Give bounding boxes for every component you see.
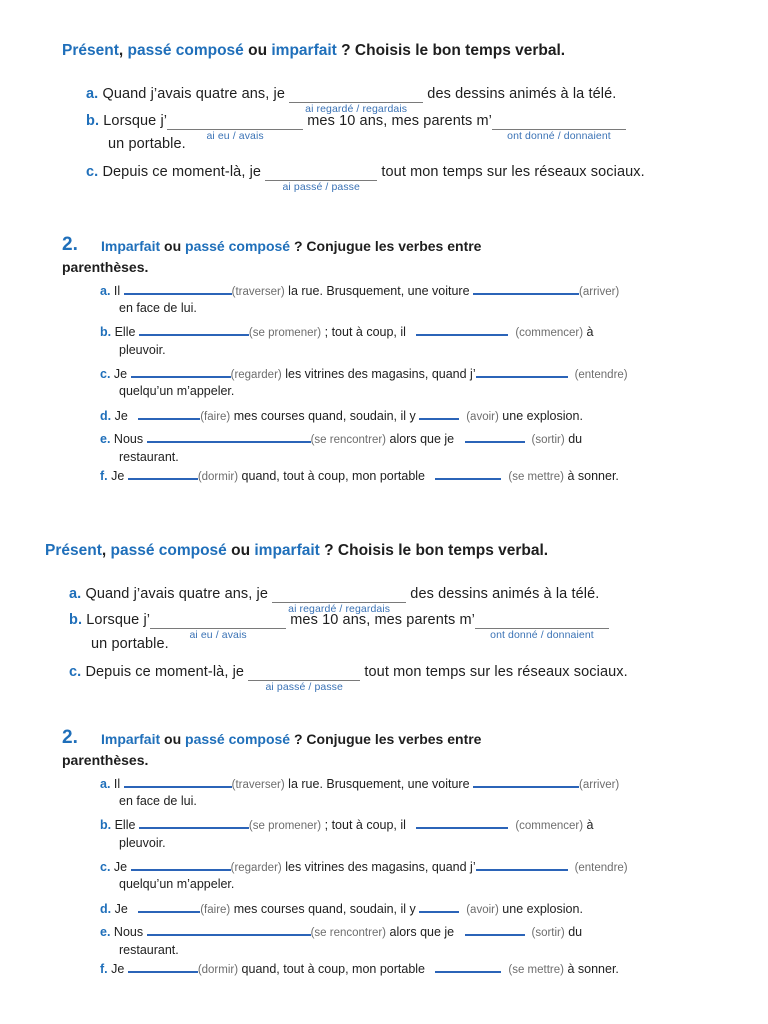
ex2-item-a-continuation: en face de lui. (119, 794, 197, 808)
ex2-item-b: b. Elle (se promener) ; tout à coup, il (commencer) à (100, 818, 594, 832)
exercise-2-title: Imparfait ou passé composé ? Conjugue les verbes entre (101, 238, 482, 254)
ex2-item-a: a. Il (traverser) la rue. Brusquement, une voiture (arriver) (100, 777, 620, 791)
ex2-item-c: c. Je (regarder) les vitrines des magasins, quand j’ (entendre) (100, 860, 628, 874)
answer-blank[interactable]: ai passé / passe (265, 164, 377, 181)
ex2-item-e-continuation: restaurant. (119, 450, 179, 464)
answer-blank[interactable]: ai regardé / regardais (289, 86, 423, 103)
answer-blank[interactable] (128, 477, 198, 480)
answer-blank[interactable] (139, 333, 249, 336)
answer-blank[interactable] (138, 417, 200, 420)
answer-blank[interactable]: ai eu / avais (167, 113, 303, 130)
ex1-item-b-continuation: un portable. (108, 136, 186, 152)
ex1-item-c: c. Depuis ce moment-là, je ai passé / passe tout mon temps sur les réseaux sociaux. (69, 664, 628, 693)
answer-blank[interactable] (473, 292, 579, 295)
answer-blank[interactable] (139, 826, 249, 829)
answer-blank[interactable] (476, 375, 568, 378)
ex2-item-d: d. Je (faire) mes courses quand, soudain, il y (avoir) une explosion. (100, 902, 583, 916)
answer-blank[interactable] (476, 868, 568, 871)
exercise-1-title: Présent, passé composé ou imparfait ? Choisis le bon temps verbal. (62, 42, 566, 59)
answer-blank[interactable] (416, 826, 508, 829)
ex1-item-b-continuation: un portable. (91, 636, 169, 652)
answer-blank[interactable]: ai passé / passe (248, 664, 360, 681)
answer-blank[interactable] (435, 970, 501, 973)
answer-blank[interactable] (128, 970, 198, 973)
ex2-item-f: f. Je (dormir) quand, tout à coup, mon portable (se mettre) à sonner. (100, 962, 619, 976)
answer-blank[interactable] (465, 933, 525, 936)
answer-blank[interactable] (138, 910, 200, 913)
ex2-item-c-continuation: quelqu’un m’appeler. (119, 877, 235, 891)
exercise-2-title: Imparfait ou passé composé ? Conjugue les verbes entre (101, 731, 482, 747)
ex2-item-a-continuation: en face de lui. (119, 301, 197, 315)
exercise-2-number: 2. (62, 234, 78, 255)
ex2-item-c-continuation: quelqu’un m’appeler. (119, 384, 235, 398)
exercise-2-title-line2: parenthèses. (62, 752, 149, 768)
ex2-item-e-continuation: restaurant. (119, 943, 179, 957)
ex2-item-b-continuation: pleuvoir. (119, 836, 166, 850)
answer-blank[interactable] (131, 375, 231, 378)
ex2-item-e: e. Nous (se rencontrer) alors que je (sortir) du (100, 925, 583, 939)
answer-blank[interactable]: ai eu / avais (150, 612, 286, 629)
exercise-2-title-line2: parenthèses. (62, 259, 149, 275)
ex2-item-a: a. Il (traverser) la rue. Brusquement, une voiture (arriver) (100, 284, 620, 298)
answer-blank[interactable]: ont donné / donnaient (492, 113, 626, 130)
answer-blank[interactable] (435, 477, 501, 480)
ex1-item-c: c. Depuis ce moment-là, je ai passé / passe tout mon temps sur les réseaux sociaux. (86, 164, 645, 193)
answer-blank[interactable] (124, 785, 232, 788)
ex2-item-c: c. Je (regarder) les vitrines des magasins, quand j’ (entendre) (100, 367, 628, 381)
answer-blank[interactable] (147, 440, 311, 443)
ex2-item-b-continuation: pleuvoir. (119, 343, 166, 357)
answer-blank[interactable]: ai regardé / regardais (272, 586, 406, 603)
answer-blank[interactable]: ont donné / donnaient (475, 612, 609, 629)
ex2-item-d: d. Je (faire) mes courses quand, soudain, il y (avoir) une explosion. (100, 409, 583, 423)
answer-blank[interactable] (465, 440, 525, 443)
answer-blank[interactable] (419, 910, 459, 913)
ex1-item-b: b. Lorsque j’ ai eu / avais mes 10 ans, mes parents m’ ont donné / donnaient (86, 113, 626, 130)
answer-blank[interactable] (419, 417, 459, 420)
ex1-item-b: b. Lorsque j’ ai eu / avais mes 10 ans, mes parents m’ ont donné / donnaient (69, 612, 609, 629)
answer-blank[interactable] (473, 785, 579, 788)
answer-blank[interactable] (416, 333, 508, 336)
ex2-item-b: b. Elle (se promener) ; tout à coup, il (commencer) à (100, 325, 594, 339)
exercise-2-number: 2. (62, 727, 78, 748)
answer-blank[interactable] (131, 868, 231, 871)
ex2-item-f: f. Je (dormir) quand, tout à coup, mon portable (se mettre) à sonner. (100, 469, 619, 483)
exercise-1-title: Présent, passé composé ou imparfait ? Choisis le bon temps verbal. (45, 542, 549, 559)
ex1-item-a: a. Quand j’avais quatre ans, je ai regardé / regardais des dessins animés à la télé. (69, 586, 600, 615)
ex2-item-e: e. Nous (se rencontrer) alors que je (sortir) du (100, 432, 583, 446)
answer-blank[interactable] (124, 292, 232, 295)
ex1-item-a: a. Quand j’avais quatre ans, je ai regardé / regardais des dessins animés à la télé. (86, 86, 617, 115)
answer-blank[interactable] (147, 933, 311, 936)
